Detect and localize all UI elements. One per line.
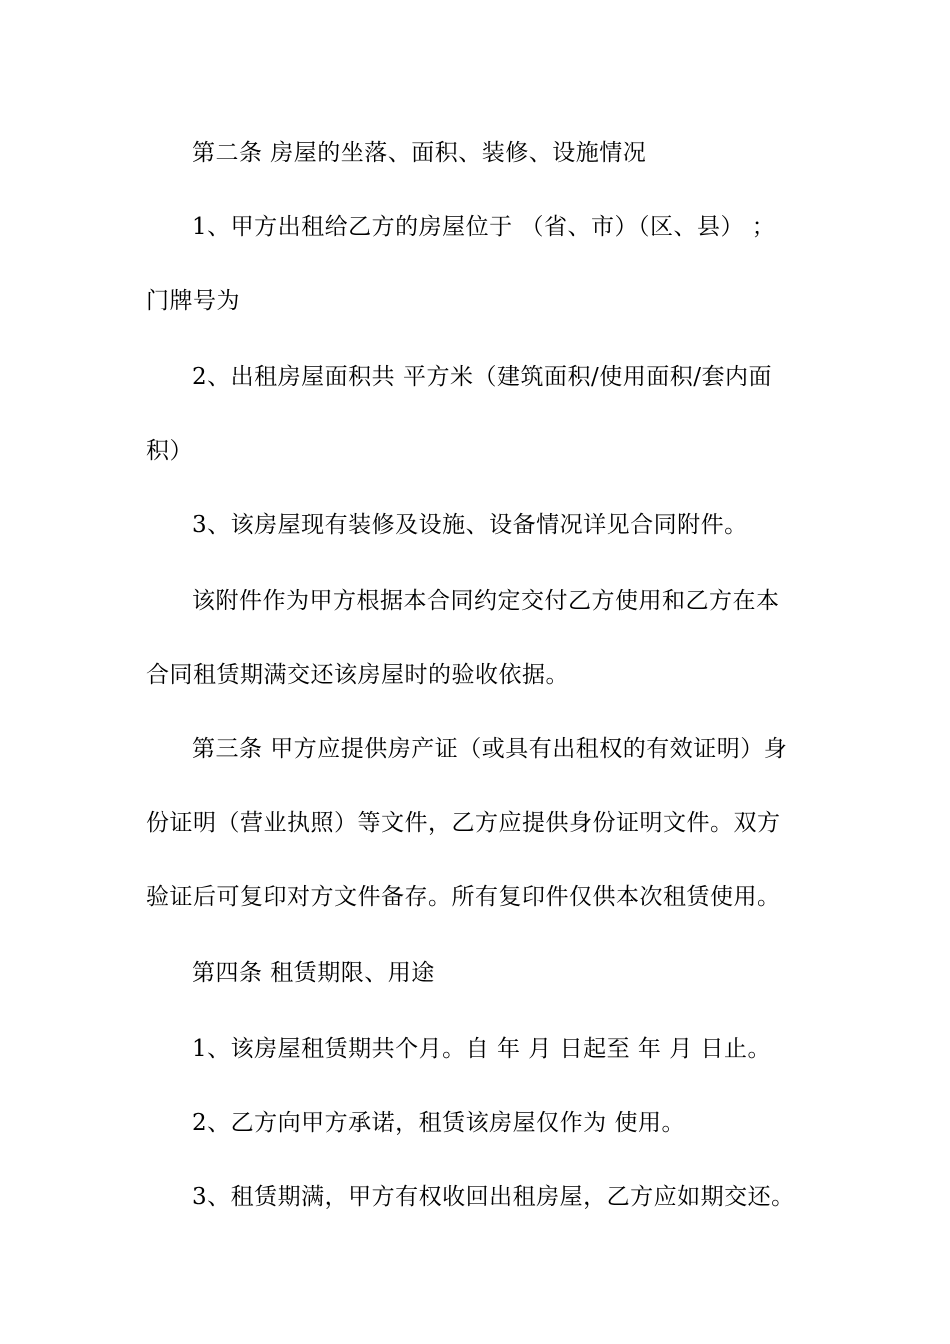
paragraph-line: 3、该房屋现有装修及设施、设备情况详见合同附件。 bbox=[192, 512, 748, 538]
paragraph-line: 门牌号为 bbox=[146, 288, 240, 314]
article-4-heading: 第四条 租赁期限、用途 bbox=[192, 960, 435, 986]
paragraph-line: 积） bbox=[146, 438, 193, 464]
paragraph-line: 2、出租房屋面积共 平方米（建筑面积/使用面积/套内面 bbox=[192, 364, 772, 390]
paragraph-line: 1、甲方出租给乙方的房屋位于 （省、市）（区、县） ； bbox=[192, 214, 776, 240]
paragraph-line: 份证明（营业执照）等文件，乙方应提供身份证明文件。双方 bbox=[146, 810, 781, 836]
paragraph-line: 1、该房屋租赁期共个月。自 年 月 日起至 年 月 日止。 bbox=[192, 1036, 771, 1062]
paragraph-line: 2、乙方向甲方承诺，租赁该房屋仅作为 使用。 bbox=[192, 1110, 685, 1136]
article-3-heading: 第三条 甲方应提供房产证（或具有出租权的有效证明）身 bbox=[192, 736, 788, 762]
paragraph-line: 合同租赁期满交还该房屋时的验收依据。 bbox=[146, 662, 569, 688]
paragraph-line: 该附件作为甲方根据本合同约定交付乙方使用和乙方在本 bbox=[192, 588, 780, 614]
paragraph-line: 3、租赁期满，甲方有权收回出租房屋，乙方应如期交还。 bbox=[192, 1184, 795, 1210]
paragraph-line: 验证后可复印对方文件备存。所有复印件仅供本次租赁使用。 bbox=[146, 884, 781, 910]
article-2-heading: 第二条 房屋的坐落、面积、装修、设施情况 bbox=[192, 140, 647, 166]
